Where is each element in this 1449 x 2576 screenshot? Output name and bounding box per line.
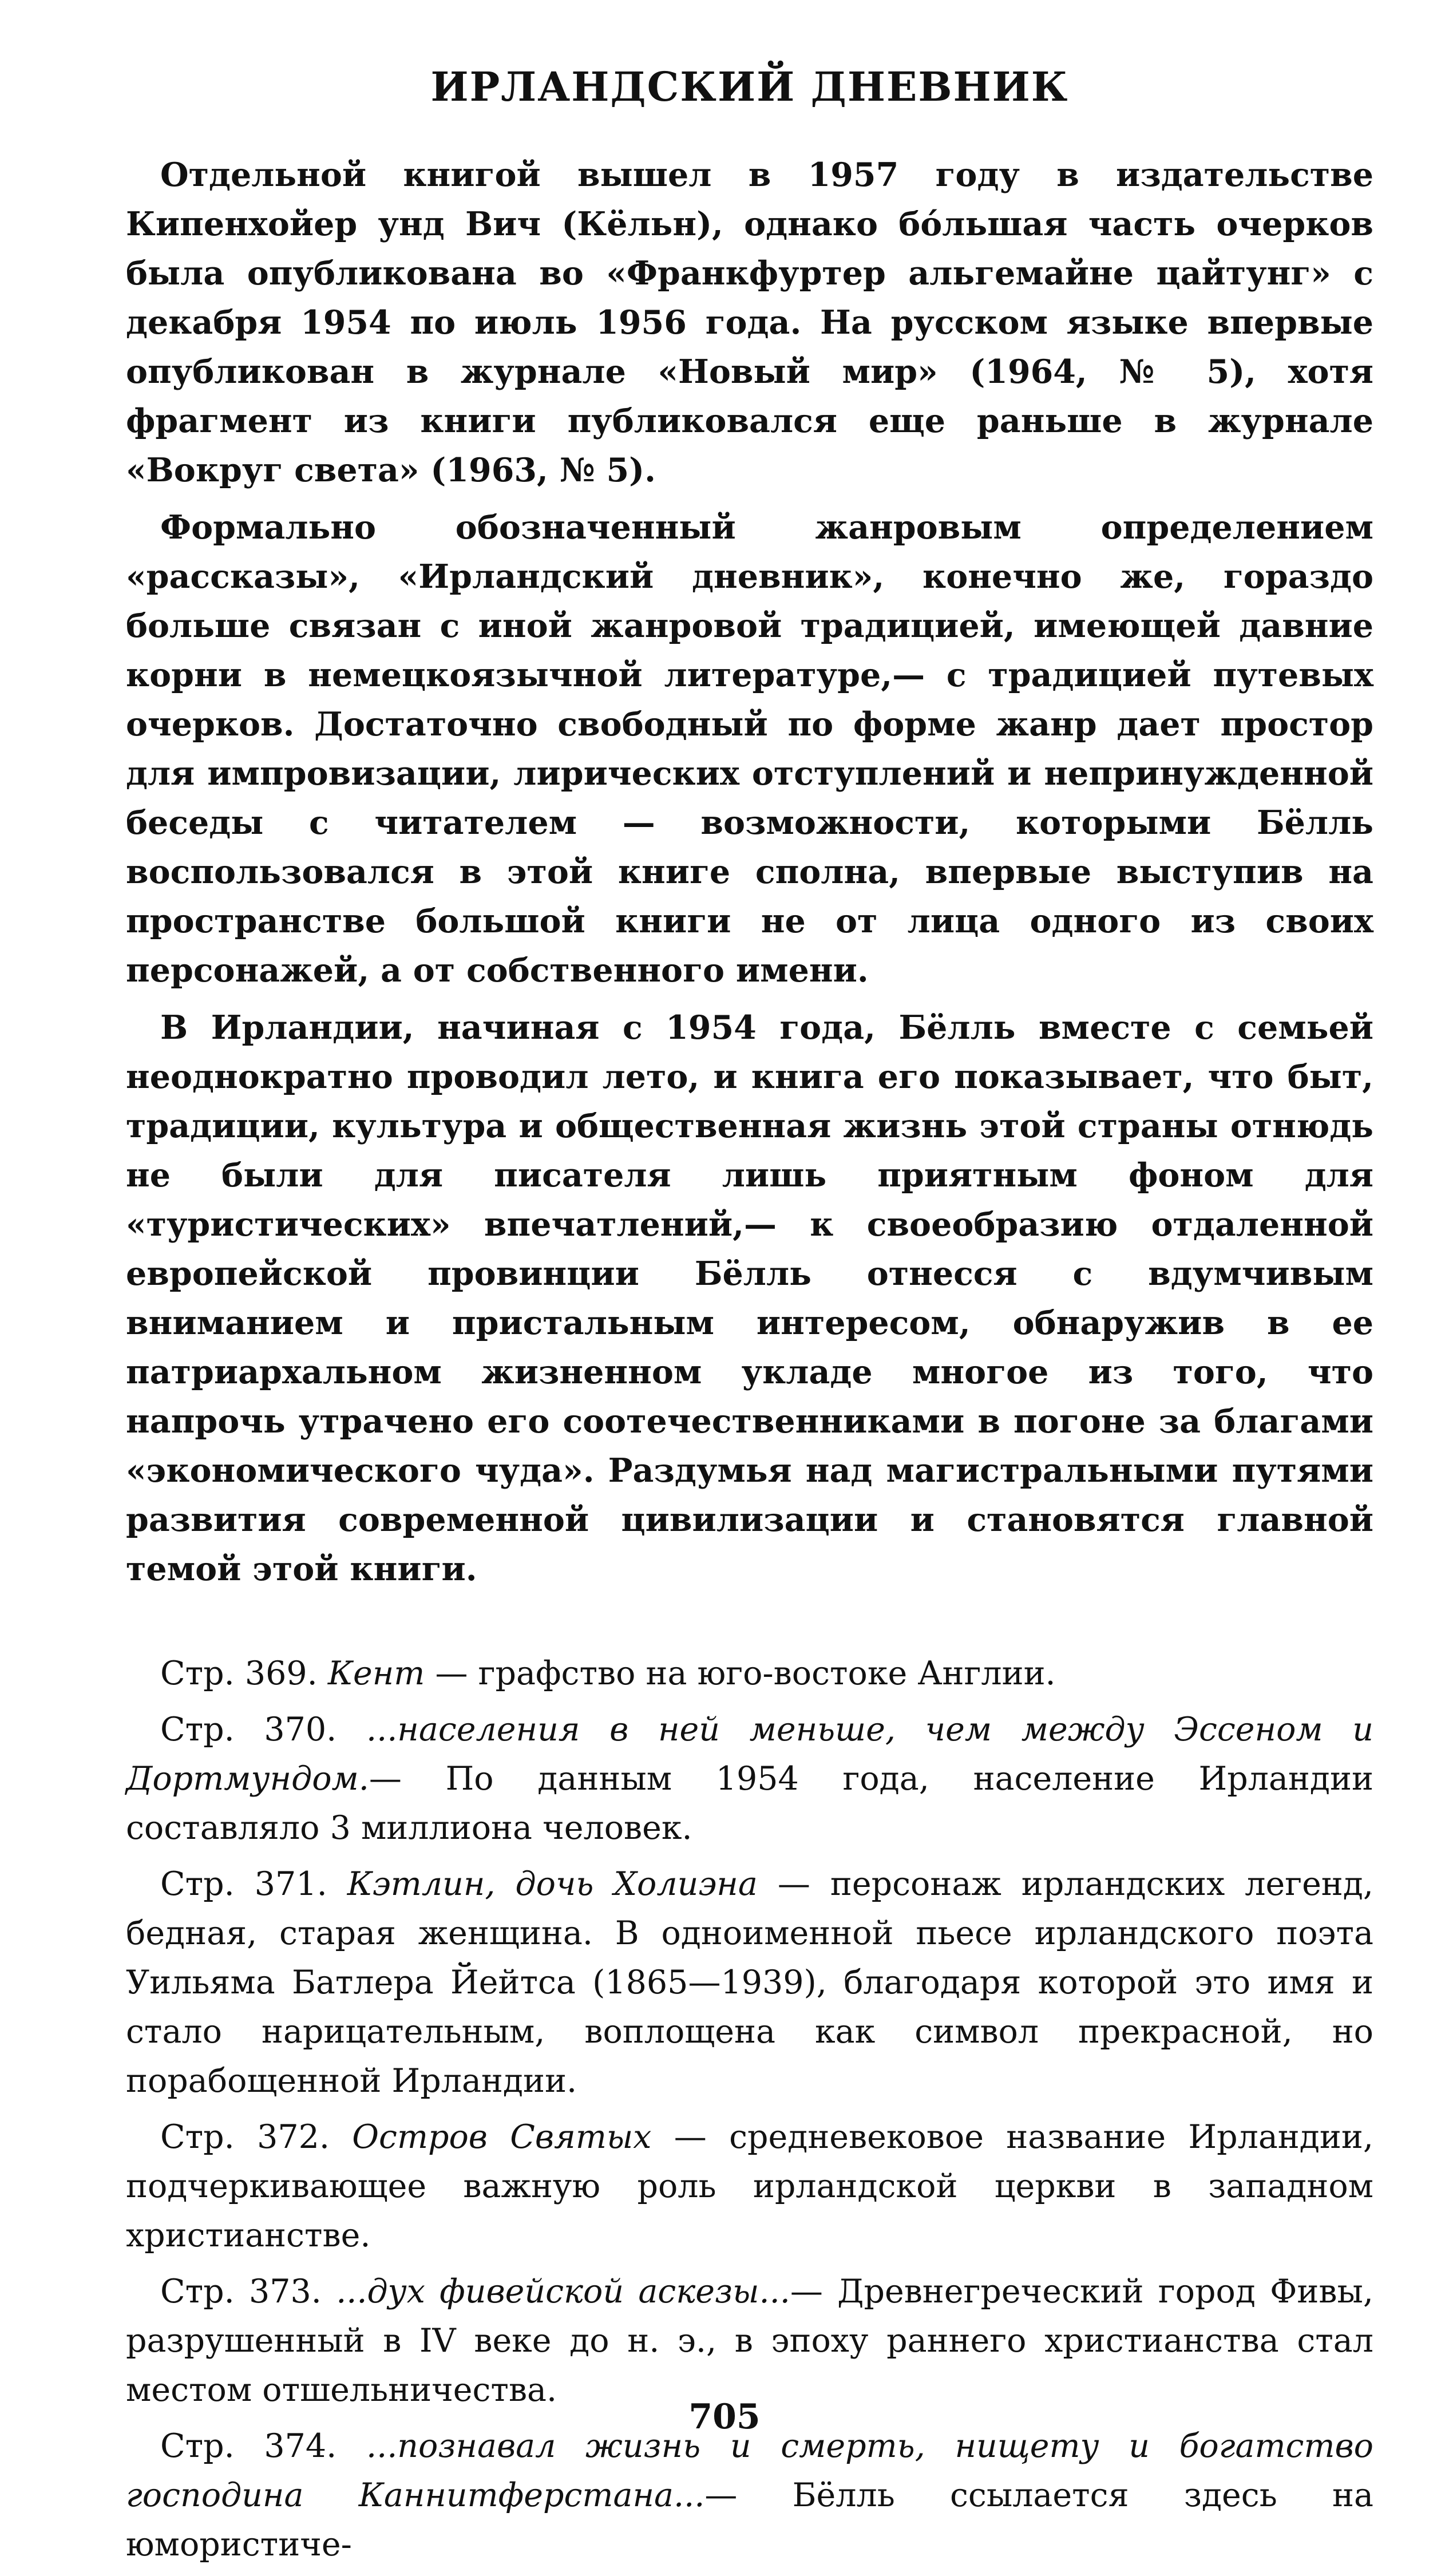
note-lemma: Кэтлин, дочь Холиэна xyxy=(347,1865,758,1903)
note-lemma: ...дух фивейской аскезы... xyxy=(336,2273,790,2310)
note-text: — Древнегреческий город Фивы, разрушенный в IV веке до н. э., в эпоху раннего христианства стал местом отшельничества. xyxy=(126,2273,1373,2409)
intro-paragraph: Формально обозначенный жанровым определением «рассказы», «Ирландский дневник», конечно же, гораздо больше связан с иной жанровой традицией, имеющей давние корни в немецкоязычной литературе,— с традицией путевых очерков. Достаточно свободный по форме жанр дает простор для импровизации, лирических отступлений и непринужденной беседы с читателем — возможности, которыми Бёлль воспользовался в этой книге сполна, впервые выступив на пространстве большой книги не от лица одного из своих персонажей, а от собственного имени. xyxy=(126,508,1373,990)
note-page-ref: Стр. 373. xyxy=(160,2273,336,2310)
note-lemma: Остров Святых xyxy=(352,2118,652,2156)
note-text: — Бёлль ссылается здесь на юмористиче- xyxy=(126,2476,1373,2563)
note-item xyxy=(126,1859,1373,2106)
note-item xyxy=(126,2267,1373,2415)
page-content xyxy=(126,63,1373,2576)
note-page-ref: Стр. 369. xyxy=(160,1655,328,1692)
page-number: 705 xyxy=(688,2397,761,2437)
note-text: — По данным 1954 года, население Ирландии составляло 3 миллиона человек. xyxy=(126,1760,1373,1847)
note-item xyxy=(126,1649,1373,1698)
intro-section xyxy=(126,151,1373,1594)
intro-paragraph: Отдельной книгой вышел в 1957 году в издательстве Кипенхойер унд Вич (Кёльн), однако бóльшая часть очерков была опубликована во «Франкфуртер альгемайне цайтунг» с декабря 1954 по июль 1956 года. На русском языке впервые опубликован в журнале «Новый мир» (1964, № 5), хотя фрагмент из книги публиковался еще раньше в журнале «Вокруг света» (1963, № 5). xyxy=(126,156,1373,489)
note-lemma: ...населения в ней меньше, чем между Эссеном и Дортмундом. xyxy=(126,1711,1374,1798)
note-text: — графство на юго-востоке Англии. xyxy=(425,1655,1056,1692)
chapter-title: ИРЛАНДСКИЙ ДНЕВНИК xyxy=(430,63,1069,110)
note-page-ref: Стр. 370. xyxy=(160,1711,366,1748)
note-lemma: ...познавал жизнь и смерть, нищету и богатство господина Каннитферстана... xyxy=(126,2427,1373,2514)
note-item xyxy=(126,2421,1373,2569)
note-item xyxy=(126,1705,1373,1853)
intro-paragraph: В Ирландии, начиная с 1954 года, Бёлль вместе с семьей неоднократно проводил лето, и книга его показывает, что быт, традиции, культура и общественная жизнь этой страны отнюдь не были для писателя лишь приятным фоном для «туристических» впечатлений,— к своеобразию отдаленной европейской провинции Бёлль отнесся с вдумчивым вниманием и пристальным интересом, обнаружив в ее патриархальном жизненном укладе многое из того, что напрочь утрачено его соотечественниками в погоне за благами «экономического чуда». Раздумья над магистральными путями развития современной цивилизации и становятся главной темой этой книги. xyxy=(126,1008,1373,1588)
note-item xyxy=(126,2112,1373,2260)
note-page-ref: Стр. 374. xyxy=(160,2427,366,2465)
note-text: — средневековое название Ирландии, подчеркивающее важную роль ирландской церкви в западном христианстве. xyxy=(126,2118,1373,2254)
note-page-ref: Стр. 371. xyxy=(160,1865,347,1903)
note-lemma: Кент xyxy=(327,1655,425,1692)
note-page-ref: Стр. 372. xyxy=(160,2118,353,2156)
note-text: — персонаж ирландских легенд, бедная, старая женщина. В одноименной пьесе ирландского поэта Уильяма Батлера Йейтса (1865—1939), благодаря которой это имя и стало нарицательным, воплощена как символ прекрасной, но порабощенной Ирландии. xyxy=(126,1865,1374,2100)
